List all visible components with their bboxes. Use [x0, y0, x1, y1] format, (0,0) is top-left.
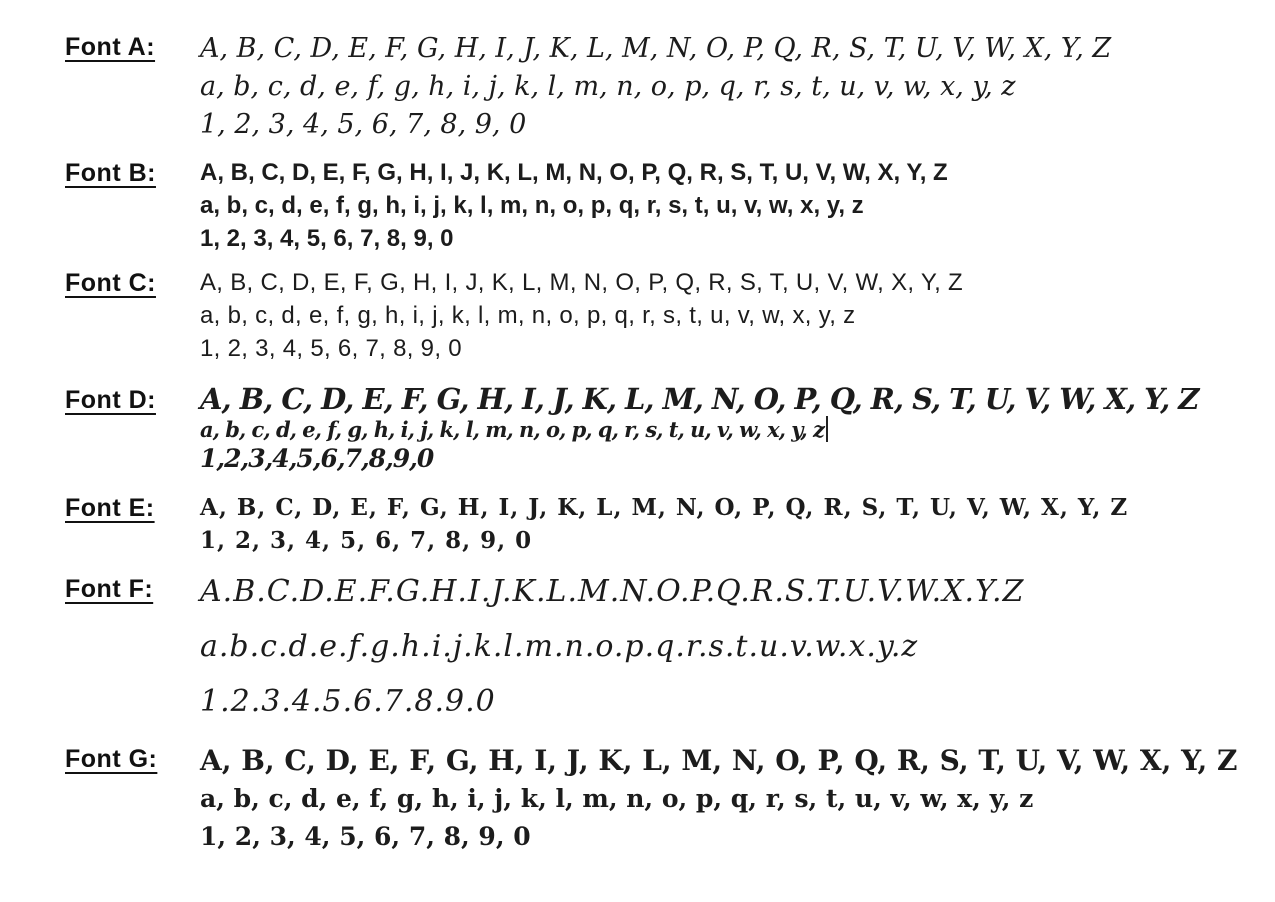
specimen-row-numerals: 1, 2, 3, 4, 5, 6, 7, 8, 9, 0: [200, 225, 454, 252]
font-rows: [200, 266, 1245, 365]
font-specimen-block: [65, 266, 1245, 365]
font-specimen-block: [65, 156, 1245, 255]
font-specimen-block: [65, 491, 1245, 557]
specimen-row-numerals: 1, 2, 3, 4, 5, 6, 7, 8, 9, 0: [200, 109, 527, 140]
font-specimen-block: [65, 742, 1245, 856]
specimen-row-lowercase: a, b, c, d, e, f, g, h, i, j, k, l, m, n, o, p, q, r, s, t, u, v, w, x, y, z: [200, 416, 1245, 444]
specimen-row-uppercase: A, B, C, D, E, F, G, H, I, J, K, L, M, N, O, P, Q, R, S, T, U, V, W, X, Y, Z: [200, 382, 1199, 416]
font-label: Font G:: [65, 745, 158, 773]
font-specimen-block: [65, 30, 1245, 144]
specimen-row-lowercase: a, b, c, d, e, f, g, h, i, j, k, l, m, n, o, p, q, r, s, t, u, v, w, x, y, z: [200, 784, 1034, 813]
font-label: Font D:: [65, 386, 156, 414]
specimen-row-numerals: 1, 2, 3, 4, 5, 6, 7, 8, 9, 0: [200, 822, 531, 851]
font-rows: [200, 742, 1245, 856]
font-label: Font A:: [65, 33, 156, 61]
specimen-row-numerals: 1, 2, 3, 4, 5, 6, 7, 8, 9, 0: [200, 527, 533, 554]
specimen-row-uppercase: A, B, C, D, E, F, G, H, I, J, K, L, M, N, O, P, Q, R, S, T, U, V, W, X, Y, Z: [200, 269, 964, 296]
font-label: Font C:: [65, 269, 156, 297]
specimen-row-numerals: 1, 2, 3, 4, 5, 6, 7, 8, 9, 0: [200, 335, 462, 362]
font-rows: [200, 383, 1245, 474]
font-specimen-block: [65, 572, 1245, 722]
specimen-row-uppercase: A, B, C, D, E, F, G, H, I, J, K, L, M, N, O, P, Q, R, S, T, U, V, W, X, Y, Z: [200, 33, 1112, 64]
specimen-row-uppercase: A, B, C, D, E, F, G, H, I, J, K, L, M, N, O, P, Q, R, S, T, U, V, W, X, Y, Z: [200, 494, 1129, 521]
font-rows: [200, 491, 1245, 557]
specimen-row-numerals: 1.2.3.4.5.6.7.8.9.0: [200, 684, 496, 719]
font-label: Font B:: [65, 159, 156, 187]
specimen-row-uppercase: A, B, C, D, E, F, G, H, I, J, K, L, M, N, O, P, Q, R, S, T, U, V, W, X, Y, Z: [200, 159, 948, 186]
specimen-row-numerals: 1,2,3,4,5,6,7,8,9,0: [200, 444, 434, 473]
specimen-row-lowercase: a.b.c.d.e.f.g.h.i.j.k.l.m.n.o.p.q.r.s.t.u.v.w.x.y.z: [200, 629, 919, 664]
specimen-row-lowercase: a, b, c, d, e, f, g, h, i, j, k, l, m, n, o, p, q, r, s, t, u, v, w, x, y, z: [200, 71, 1016, 102]
font-label: Font E:: [65, 494, 155, 522]
font-label: Font F:: [65, 575, 154, 603]
font-specimen-block: [65, 383, 1245, 474]
specimen-row-lowercase: a, b, c, d, e, f, g, h, i, j, k, l, m, n, o, p, q, r, s, t, u, v, w, x, y, z: [200, 302, 856, 329]
font-rows: [200, 156, 1245, 255]
font-rows: [200, 30, 1245, 144]
font-rows: [200, 572, 1245, 722]
specimen-row-uppercase: A, B, C, D, E, F, G, H, I, J, K, L, M, N, O, P, Q, R, S, T, U, V, W, X, Y, Z: [200, 744, 1238, 777]
text-cursor: [826, 416, 828, 442]
specimen-row-lowercase: a, b, c, d, e, f, g, h, i, j, k, l, m, n, o, p, q, r, s, t, u, v, w, x, y, z: [200, 192, 864, 219]
font-specimen-list: [65, 30, 1245, 856]
specimen-row-uppercase: A.B.C.D.E.F.G.H.I.J.K.L.M.N.O.P.Q.R.S.T.U.V.W.X.Y.Z: [200, 574, 1025, 609]
